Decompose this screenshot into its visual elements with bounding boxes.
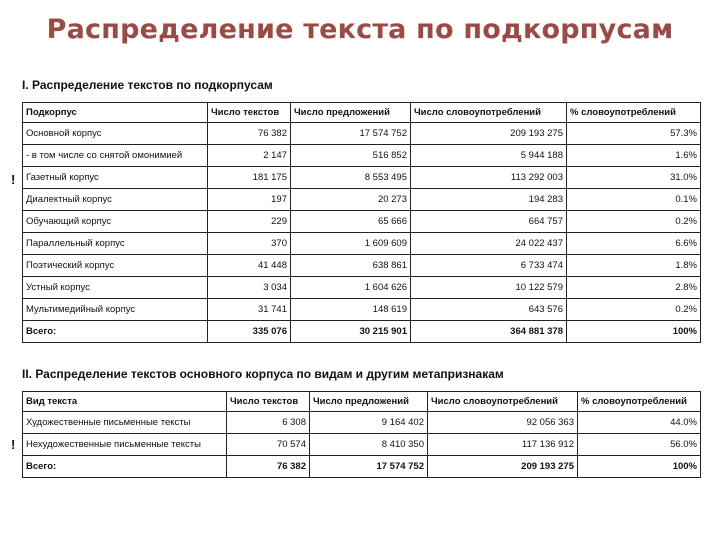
value-cell: 76 382 xyxy=(227,456,310,478)
table-row xyxy=(23,255,701,277)
header-cell: Число предложений xyxy=(291,103,411,123)
section2-heading: II. Распределение текстов основного корпуса по видам и другим метапризнакам xyxy=(22,367,504,381)
value-cell: 30 215 901 xyxy=(291,321,411,343)
row-label-cell: Поэтический корпус xyxy=(23,255,208,277)
table-row xyxy=(23,299,701,321)
row-label-cell: Обучающий корпус xyxy=(23,211,208,233)
value-cell: 44.0% xyxy=(578,412,701,434)
exclamation-mark-2: ! xyxy=(11,437,16,452)
value-cell: 1.8% xyxy=(567,255,701,277)
table-row xyxy=(23,211,701,233)
row-label-cell: Основной корпус xyxy=(23,123,208,145)
table-row xyxy=(23,123,701,145)
value-cell: 65 666 xyxy=(291,211,411,233)
value-cell: 6.6% xyxy=(567,233,701,255)
value-cell: 0.2% xyxy=(567,299,701,321)
exclamation-mark-1: ! xyxy=(11,172,16,187)
value-cell: 516 852 xyxy=(291,145,411,167)
value-cell: 1 604 626 xyxy=(291,277,411,299)
header-cell: Число текстов xyxy=(208,103,291,123)
text-type-table xyxy=(22,391,701,478)
table-row xyxy=(23,277,701,299)
header-cell: Подкорпус xyxy=(23,103,208,123)
subcorpus-table xyxy=(22,102,701,343)
slide-title: Распределение текста по подкорпусам xyxy=(46,14,674,45)
table-row xyxy=(23,434,701,456)
total-row xyxy=(23,321,701,343)
value-cell: 8 410 350 xyxy=(310,434,428,456)
value-cell: 113 292 003 xyxy=(411,167,567,189)
header-cell: Число текстов xyxy=(227,392,310,412)
table-header-row xyxy=(23,103,701,123)
table-header-row xyxy=(23,392,701,412)
header-cell: Вид текста xyxy=(23,392,227,412)
row-label-cell: Художественные письменные тексты xyxy=(23,412,227,434)
row-label-cell: Нехудожественные письменные тексты xyxy=(23,434,227,456)
value-cell: 0.2% xyxy=(567,211,701,233)
table-row xyxy=(23,412,701,434)
row-label-cell: Мультимедийный корпус xyxy=(23,299,208,321)
value-cell: 1.6% xyxy=(567,145,701,167)
value-cell: 2.8% xyxy=(567,277,701,299)
value-cell: 10 122 579 xyxy=(411,277,567,299)
value-cell: 76 382 xyxy=(208,123,291,145)
value-cell: 194 283 xyxy=(411,189,567,211)
value-cell: 148 619 xyxy=(291,299,411,321)
value-cell: 643 576 xyxy=(411,299,567,321)
value-cell: 6 308 xyxy=(227,412,310,434)
header-cell: % словоупотреблений xyxy=(578,392,701,412)
value-cell: 5 944 188 xyxy=(411,145,567,167)
header-cell: Число предложений xyxy=(310,392,428,412)
value-cell: 6 733 474 xyxy=(411,255,567,277)
header-cell: % словоупотреблений xyxy=(567,103,701,123)
header-cell: Число словоупотреблений xyxy=(411,103,567,123)
value-cell: 2 147 xyxy=(208,145,291,167)
table-row xyxy=(23,189,701,211)
value-cell: 364 881 378 xyxy=(411,321,567,343)
value-cell: 664 757 xyxy=(411,211,567,233)
table-row xyxy=(23,233,701,255)
value-cell: 197 xyxy=(208,189,291,211)
value-cell: 56.0% xyxy=(578,434,701,456)
value-cell: 57.3% xyxy=(567,123,701,145)
value-cell: 8 553 495 xyxy=(291,167,411,189)
value-cell: 41 448 xyxy=(208,255,291,277)
value-cell: 9 164 402 xyxy=(310,412,428,434)
value-cell: 70 574 xyxy=(227,434,310,456)
value-cell: 17 574 752 xyxy=(291,123,411,145)
value-cell: 100% xyxy=(567,321,701,343)
value-cell: 20 273 xyxy=(291,189,411,211)
value-cell: 370 xyxy=(208,233,291,255)
total-row xyxy=(23,456,701,478)
row-label-cell: Диалектный корпус xyxy=(23,189,208,211)
row-label-cell: Всего: xyxy=(23,456,227,478)
value-cell: 181 175 xyxy=(208,167,291,189)
row-label-cell: Всего: xyxy=(23,321,208,343)
value-cell: 92 056 363 xyxy=(428,412,578,434)
value-cell: 17 574 752 xyxy=(310,456,428,478)
value-cell: 100% xyxy=(578,456,701,478)
value-cell: 229 xyxy=(208,211,291,233)
row-label-cell: Устный корпус xyxy=(23,277,208,299)
value-cell: 3 034 xyxy=(208,277,291,299)
row-label-cell: Параллельный корпус xyxy=(23,233,208,255)
table-row xyxy=(23,167,701,189)
row-label-cell: Газетный корпус xyxy=(23,167,208,189)
value-cell: 1 609 609 xyxy=(291,233,411,255)
value-cell: 335 076 xyxy=(208,321,291,343)
value-cell: 209 193 275 xyxy=(428,456,578,478)
value-cell: 0.1% xyxy=(567,189,701,211)
value-cell: 24 022 437 xyxy=(411,233,567,255)
section1-heading: I. Распределение текстов по подкорпусам xyxy=(22,78,273,92)
header-cell: Число словоупотреблений xyxy=(428,392,578,412)
value-cell: 638 861 xyxy=(291,255,411,277)
value-cell: 209 193 275 xyxy=(411,123,567,145)
value-cell: 117 136 912 xyxy=(428,434,578,456)
table-row xyxy=(23,145,701,167)
value-cell: 31.0% xyxy=(567,167,701,189)
row-label-cell: - в том числе со снятой омонимией xyxy=(23,145,208,167)
value-cell: 31 741 xyxy=(208,299,291,321)
